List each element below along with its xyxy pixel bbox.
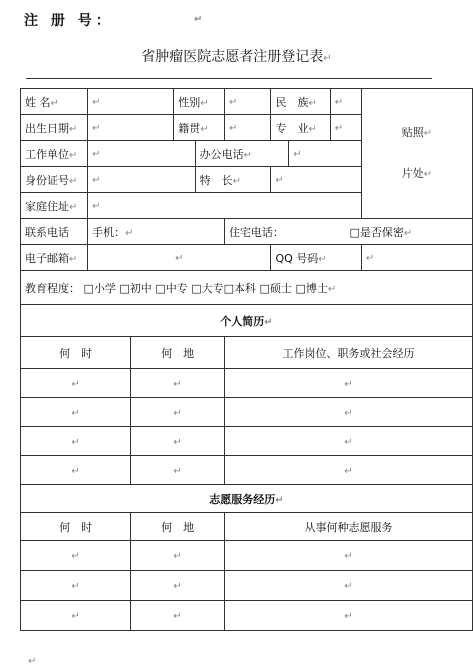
registration-number-label	[24, 10, 207, 30]
paragraph-mark: ↵	[344, 378, 353, 390]
paragraph-mark: ↵	[71, 407, 80, 419]
paragraph-mark: ↵	[344, 581, 353, 592]
home-phone-label: 住宅电话：	[228, 225, 284, 239]
paragraph-mark: ↵	[71, 581, 80, 592]
resume-experience-cell[interactable]	[224, 427, 472, 456]
education-label: 教育程度：	[25, 281, 80, 295]
name-label: 姓 名	[25, 95, 51, 109]
volunteer-when-cell[interactable]	[21, 601, 131, 631]
resume-when-cell[interactable]	[21, 427, 131, 456]
edu-checkbox-primary[interactable]: □	[83, 281, 94, 295]
specialty-label: 特 长	[199, 173, 233, 187]
edu-option-doctor[interactable]	[295, 282, 327, 295]
paragraph-mark: ↵	[344, 551, 353, 562]
paragraph-mark: ↵	[71, 378, 80, 390]
resume-where-cell[interactable]	[131, 427, 225, 456]
paragraph-mark: ↵	[69, 149, 78, 161]
work-unit-label-cell	[21, 141, 88, 167]
edu-option-college[interactable]	[191, 282, 223, 295]
volunteer-header-service	[224, 513, 472, 541]
edu-checkbox-junior[interactable]: □	[119, 281, 130, 295]
major-field[interactable]	[330, 115, 361, 141]
gender-label: 性别	[178, 95, 201, 109]
resume-header-when-text: 何 时	[59, 346, 93, 360]
paragraph-mark: ↵	[92, 97, 101, 108]
edu-checkbox-bachelor[interactable]: □	[223, 281, 235, 295]
specialty-field[interactable]	[271, 167, 361, 193]
edu-label-master: 硕士	[269, 281, 292, 295]
ethnicity-label-cell	[271, 89, 330, 115]
paragraph-mark: ↵	[125, 227, 134, 239]
office-phone-label: 办公电话	[199, 147, 244, 161]
paragraph-mark: ↵	[173, 436, 182, 448]
resume-where-cell[interactable]	[131, 398, 225, 427]
contact-label: 联系电话	[25, 225, 69, 239]
edu-option-bachelor[interactable]	[224, 282, 256, 295]
id-label: 身份证号	[25, 173, 69, 187]
gender-field[interactable]	[224, 89, 271, 115]
id-label-cell	[21, 167, 88, 193]
paragraph-mark: ↵	[275, 175, 284, 186]
office-phone-field[interactable]	[289, 141, 362, 167]
volunteer-where-cell[interactable]	[131, 541, 225, 571]
native-label: 籍贯	[178, 121, 201, 135]
paragraph-mark: ↵	[308, 97, 317, 109]
paragraph-mark: ↵	[308, 123, 317, 135]
native-field[interactable]	[224, 115, 271, 141]
paragraph-mark: ↵	[173, 378, 182, 390]
paragraph-mark: ↵	[175, 253, 184, 264]
id-field[interactable]	[88, 167, 195, 193]
paragraph-mark: ↵	[423, 168, 433, 180]
native-label-cell	[174, 115, 225, 141]
volunteer-service-cell[interactable]	[224, 601, 472, 631]
edu-option-technical[interactable]	[155, 282, 187, 295]
paragraph-mark: ↵	[173, 465, 182, 477]
resume-where-cell[interactable]	[131, 456, 225, 485]
resume-header-experience	[224, 337, 472, 369]
mobile-label: 手机：	[92, 225, 126, 239]
resume-row	[21, 427, 473, 456]
paragraph-mark: ↵	[28, 656, 37, 667]
resume-header-where	[131, 337, 225, 369]
paragraph-mark: ↵	[50, 97, 59, 109]
paragraph-mark: ↵	[232, 175, 241, 187]
paragraph-mark: ↵	[344, 465, 353, 477]
title-underline	[26, 78, 432, 79]
confidential-label: 是否保密	[359, 225, 404, 239]
contact-label-cell	[21, 219, 88, 245]
paragraph-mark: ↵	[173, 611, 182, 622]
paragraph-mark: ↵	[71, 611, 80, 622]
form-title	[0, 46, 473, 66]
volunteer-header-when-text: 何 时	[59, 520, 93, 534]
edu-label-bachelor: 本科	[234, 281, 257, 295]
paragraph-mark: ↵	[69, 253, 78, 265]
paragraph-mark: ↵	[92, 149, 101, 160]
email-field[interactable]	[88, 245, 271, 271]
paragraph-mark: ↵	[334, 123, 344, 134]
name-label-cell	[21, 89, 88, 115]
paragraph-mark: ↵	[71, 465, 80, 477]
email-label-cell	[21, 245, 88, 271]
edu-label-technical: 中专	[165, 281, 188, 295]
edu-label-junior: 初中	[129, 281, 152, 295]
paragraph-mark: ↵	[334, 97, 344, 108]
paragraph-mark: ↵	[275, 494, 284, 506]
photo-area	[361, 89, 472, 219]
resume-header-when	[21, 337, 131, 369]
address-label: 家庭住址	[25, 199, 69, 213]
resume-header-where-text: 何 地	[161, 346, 195, 360]
qq-field[interactable]	[361, 245, 472, 271]
paragraph-mark: ↵	[264, 316, 273, 328]
resume-where-cell[interactable]	[131, 369, 225, 398]
paragraph-mark: ↵	[173, 551, 182, 562]
paragraph-mark: ↵	[323, 53, 332, 64]
paragraph-mark: ↵	[327, 283, 337, 295]
form-title-text: 省肿瘤医院志愿者注册登记表	[141, 49, 324, 65]
edu-option-primary[interactable]	[84, 282, 116, 295]
volunteer-when-cell[interactable]	[21, 541, 131, 571]
paragraph-mark: ↵	[92, 175, 101, 186]
paragraph-mark: ↵	[293, 149, 302, 160]
address-label-cell	[21, 193, 88, 219]
resume-title-text: 个人简历	[220, 314, 265, 328]
volunteer-title-text: 志愿服务经历	[209, 492, 276, 506]
volunteer-row	[21, 541, 473, 571]
volunteer-header-where-text: 何 地	[161, 520, 195, 534]
resume-when-cell[interactable]	[21, 398, 131, 427]
qq-label: QQ 号码	[275, 251, 319, 265]
ethnicity-label: 民 族	[275, 95, 309, 109]
photo-label-line2: 片处	[401, 166, 424, 180]
paragraph-mark: ↵	[173, 407, 182, 419]
resume-when-cell[interactable]	[21, 456, 131, 485]
office-phone-label-cell	[195, 141, 289, 167]
edu-label-college: 大专	[201, 281, 224, 295]
paragraph-mark: ↵	[403, 227, 413, 239]
resume-when-cell[interactable]	[21, 369, 131, 398]
volunteer-when-cell[interactable]	[21, 571, 131, 601]
paragraph-mark: ↵	[344, 407, 353, 419]
work-unit-field[interactable]	[88, 141, 195, 167]
registration-number-text: 注 册 号：	[24, 13, 114, 29]
edu-option-junior[interactable]	[119, 282, 151, 295]
gender-label-cell	[174, 89, 225, 115]
address-field[interactable]	[88, 193, 362, 219]
birth-field[interactable]	[88, 115, 174, 141]
resume-experience-cell[interactable]	[224, 398, 472, 427]
resume-section-title	[21, 305, 473, 337]
birth-label: 出生日期	[25, 121, 69, 135]
edu-checkbox-doctor[interactable]: □	[295, 281, 306, 295]
resume-row	[21, 398, 473, 427]
photo-label-line1: 贴照	[401, 125, 424, 139]
qq-label-cell	[271, 245, 361, 271]
edu-option-master[interactable]	[260, 282, 292, 295]
volunteer-where-cell[interactable]	[131, 571, 225, 601]
paragraph-mark: ↵	[243, 149, 252, 161]
edu-checkbox-master[interactable]: □	[259, 281, 270, 295]
registration-form-table	[20, 88, 473, 631]
edu-label-primary: 小学	[93, 281, 116, 295]
volunteer-header-service-text: 从事何种志愿服务	[304, 520, 393, 534]
work-unit-label: 工作单位	[25, 147, 69, 161]
paragraph-mark: ↵	[69, 175, 78, 187]
volunteer-header-when	[21, 513, 131, 541]
edu-label-doctor: 博士	[305, 281, 328, 295]
home-phone-field[interactable]	[224, 219, 472, 245]
mobile-field[interactable]	[88, 219, 225, 245]
volunteer-section-title	[21, 485, 473, 513]
edu-checkbox-technical[interactable]: □	[155, 281, 166, 295]
paragraph-mark: ↵	[92, 201, 101, 212]
confidential-checkbox[interactable]: □	[349, 225, 360, 239]
birth-label-cell	[21, 115, 88, 141]
resume-row	[21, 369, 473, 398]
paragraph-mark: ↵	[69, 123, 78, 135]
volunteer-service-cell[interactable]	[224, 541, 472, 571]
specialty-label-cell	[195, 167, 271, 193]
name-field[interactable]	[88, 89, 174, 115]
volunteer-header-where	[131, 513, 225, 541]
major-label: 专 业	[275, 121, 309, 135]
resume-experience-cell[interactable]	[224, 369, 472, 398]
paragraph-mark: ↵	[200, 97, 209, 109]
resume-header-experience-text: 工作岗位、职务或社会经历	[282, 346, 415, 360]
paragraph-mark: ↵	[228, 97, 238, 108]
paragraph-mark: ↵	[71, 436, 80, 448]
paragraph-mark: ↵	[228, 123, 238, 134]
paragraph-mark: ↵	[423, 127, 433, 139]
paragraph-mark: ↵	[92, 123, 101, 134]
resume-row	[21, 456, 473, 485]
edu-checkbox-college[interactable]: □	[191, 281, 202, 295]
paragraph-mark: ↵	[194, 14, 207, 25]
paragraph-mark: ↵	[365, 253, 375, 264]
paragraph-mark: ↵	[200, 123, 209, 135]
volunteer-service-cell[interactable]	[224, 571, 472, 601]
major-label-cell	[271, 115, 330, 141]
paragraph-mark: ↵	[344, 436, 353, 448]
volunteer-row	[21, 601, 473, 631]
email-label: 电子邮箱	[25, 251, 69, 265]
paragraph-mark: ↵	[318, 253, 327, 265]
paragraph-mark: ↵	[69, 201, 78, 213]
volunteer-row	[21, 571, 473, 601]
paragraph-mark: ↵	[173, 581, 182, 592]
paragraph-mark: ↵	[71, 551, 80, 562]
ethnicity-field[interactable]	[330, 89, 361, 115]
paragraph-mark: ↵	[344, 611, 353, 622]
resume-experience-cell[interactable]	[224, 456, 472, 485]
volunteer-where-cell[interactable]	[131, 601, 225, 631]
education-row	[21, 271, 473, 305]
